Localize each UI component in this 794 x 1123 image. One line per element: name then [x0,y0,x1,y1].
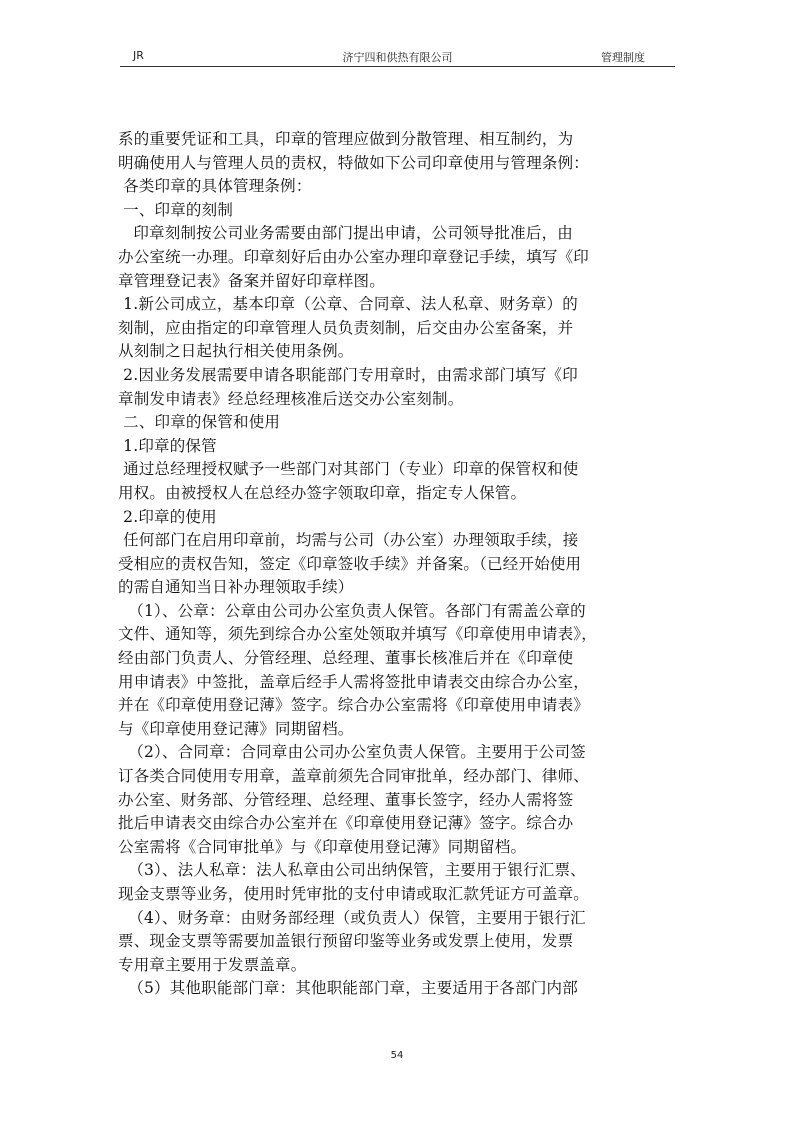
body-line: 公室需将《合同审批单》与《印章使用登记薄》同期留档。 [118,837,527,856]
body-line: 与《印章使用登记薄》同期留档。 [118,719,354,738]
body-line: 文件、通知等，须先到综合办公室处领取并填写《印章使用申请表》， [118,625,597,644]
body-line: 从刻制之日起执行相关使用条例。 [118,342,354,361]
body-line: 批后申请表交由综合办公室并在《印章使用登记薄》签字。综合办 [118,814,574,833]
page-number: 54 [390,1050,404,1061]
body-line: 1.新公司成立，基本印章（公章、合同章、法人私章、财务章）的 [118,295,578,314]
body-line: （2）、合同章：合同章由公司办公室负责人保管。主要用于公司签 [118,743,586,762]
body-line: 并在《印章使用登记薄》签字。综合办公室需将《印章使用申请表》 [118,696,590,715]
body-line: 办公室、财务部、分管经理、总经理、董事长签字，经办人需将签 [118,790,574,809]
header-company-name: 济宁四和供热有限公司 [342,51,453,64]
body-line: 经由部门负责人、分管经理、总经理、董事长核准后并在《印章使 [118,649,574,668]
body-line: 受相应的责权告知，签定《印章签收手续》并备案。（已经开始使用 [118,554,582,573]
body-line: 章制发申请表》经总经理核准后送交办公室刻制。 [118,389,464,408]
body-line: 刻制，应由指定的印章管理人员负责刻制，后交由办公室备案，并 [118,318,574,337]
page-header [120,44,675,67]
body-line: 各类印章的具体管理条例： [118,177,312,196]
body-line: （1）、公章：公章由公司办公室负责人保管。各部门有需盖公章的 [118,601,586,620]
body-line: 任何部门在启用印章前，均需与公司（办公室）办理领取手续，接 [118,531,579,550]
body-line: 系的重要凭证和工具，印章的管理应做到分散管理、相互制约，为 [118,130,574,148]
body-line: 用申请表》中签批，盖章后经手人需将签批申请表交由综合办公室， [118,672,590,691]
body-line: 订各类合同使用专用章，盖章前须先合同审批单，经办部门、律师、 [118,767,590,786]
body-line: 明确使用人与管理人员的责权，特做如下公司印章使用与管理条例： [118,153,590,172]
body-line: 专用章主要用于发票盖章。 [118,955,307,974]
body-line: 用权。由被授权人在总经办签字领取印章，指定专人保管。 [118,483,527,502]
document-body [118,128,683,1001]
body-line: 印章刻制按公司业务需要由部门提出申请，公司领导批准后，由 [118,224,573,243]
body-line: （4）、财务章：由财务部经理（或负责人）保管，主要用于银行汇 [118,908,586,927]
body-line: 通过总经理授权赋予一些部门对其部门（专业）印章的保管权和使 [118,460,579,479]
body-line: 办公室统一办理。印章刻好后由办公室办理印章登记手续，填写《印 [118,247,590,266]
header-left-code: JR [133,49,144,62]
body-line: （3）、法人私章：法人私章由公司出纳保管，主要用于银行汇票、 [118,861,586,880]
body-line: 2.因业务发展需要申请各职能部门专用章时，由需求部门填写《印 [118,365,578,384]
body-line: 2.印章的使用 [118,507,217,526]
body-line: 现金支票等业务，使用时凭审批的支付申请或取汇款凭证方可盖章。 [118,885,590,903]
body-line: 的需自通知当日补办理领取手续） [118,578,354,597]
body-line: （5）其他职能部门章：其他职能部门章，主要适用于各部门内部 [118,979,578,998]
body-line: 二、印章的保管和使用 [118,413,281,432]
body-line: 章管理登记表》备案并留好印章样图。 [118,271,385,290]
body-line: 一、印章的刻制 [118,200,234,219]
body-line: 1.印章的保管 [118,436,217,455]
page-footer [0,1050,794,1061]
header-doc-category: 管理制度 [601,51,645,64]
body-line: 票、现金支票等需要加盖银行预留印鉴等业务或发票上使用，发票 [118,932,574,951]
